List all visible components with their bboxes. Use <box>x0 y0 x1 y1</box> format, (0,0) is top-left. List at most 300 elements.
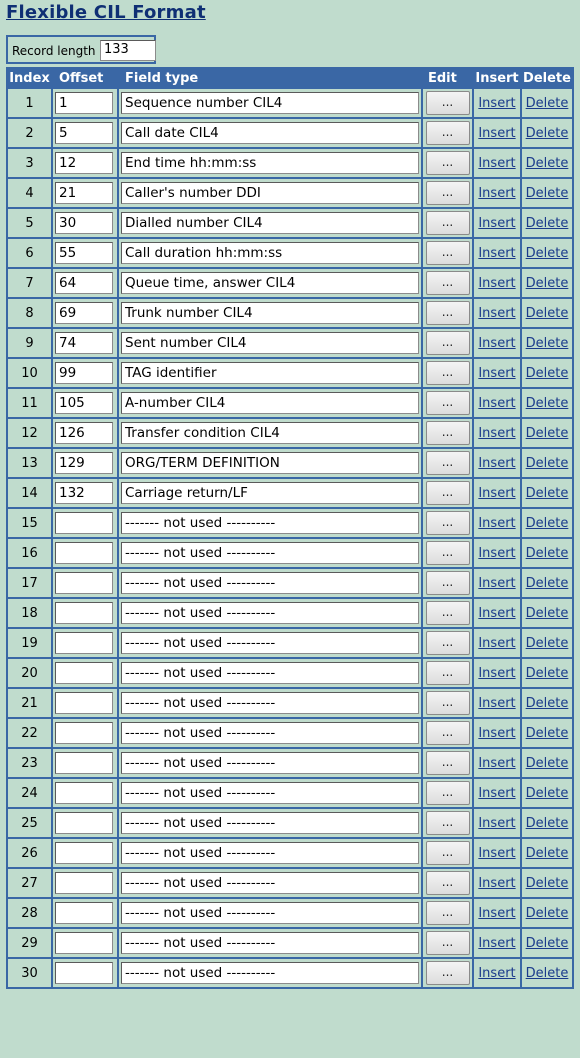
insert-cell <box>474 659 520 687</box>
offset-input[interactable] <box>55 512 113 534</box>
insert-link[interactable]: Insert <box>478 455 516 471</box>
table-row <box>8 479 572 507</box>
delete-link[interactable]: Delete <box>525 665 569 681</box>
edit-cell <box>423 569 472 597</box>
table-row <box>8 809 572 837</box>
offset-input[interactable] <box>55 662 113 684</box>
row-index: 12 <box>8 419 51 447</box>
offset-input[interactable] <box>55 872 113 894</box>
insert-cell <box>474 329 520 357</box>
edit-button[interactable]: ... <box>426 91 470 115</box>
delete-link[interactable]: Delete <box>525 875 569 891</box>
offset-input[interactable]: 74 <box>55 332 113 354</box>
field-type-cell <box>119 209 421 237</box>
offset-input[interactable] <box>55 962 113 984</box>
delete-cell <box>522 359 572 387</box>
field-type-cell <box>119 779 421 807</box>
offset-input[interactable] <box>55 632 113 654</box>
field-type-cell <box>119 389 421 417</box>
offset-cell <box>53 359 117 387</box>
field-type-cell <box>119 419 421 447</box>
offset-input[interactable] <box>55 812 113 834</box>
offset-input[interactable]: 129 <box>55 452 113 474</box>
offset-input[interactable] <box>55 932 113 954</box>
edit-button[interactable]: ... <box>426 811 470 835</box>
edit-cell <box>423 119 472 147</box>
table-row <box>8 119 572 147</box>
insert-link[interactable]: Insert <box>478 185 516 201</box>
row-index: 29 <box>8 929 51 957</box>
field-type-input[interactable]: Dialled number CIL4 <box>121 212 419 234</box>
row-index: 21 <box>8 689 51 717</box>
delete-link[interactable]: Delete <box>525 845 569 861</box>
offset-cell <box>53 599 117 627</box>
field-type-cell <box>119 959 421 987</box>
edit-cell <box>423 419 472 447</box>
delete-link[interactable]: Delete <box>525 125 569 141</box>
edit-cell <box>423 959 472 987</box>
offset-input[interactable]: 30 <box>55 212 113 234</box>
delete-cell <box>522 689 572 717</box>
delete-cell <box>522 929 572 957</box>
edit-button[interactable]: ... <box>426 541 470 565</box>
insert-cell <box>474 299 520 327</box>
insert-link[interactable]: Insert <box>478 485 516 501</box>
row-index: 18 <box>8 599 51 627</box>
offset-input[interactable] <box>55 842 113 864</box>
offset-input[interactable]: 1 <box>55 92 113 114</box>
edit-button[interactable]: ... <box>426 661 470 685</box>
edit-button[interactable]: ... <box>426 451 470 475</box>
row-index: 8 <box>8 299 51 327</box>
field-type-input[interactable]: ------- not used ---------- <box>121 512 419 534</box>
delete-link[interactable]: Delete <box>525 395 569 411</box>
insert-cell <box>474 359 520 387</box>
delete-cell <box>522 329 572 357</box>
offset-cell <box>53 449 117 477</box>
insert-link[interactable]: Insert <box>478 725 516 741</box>
table-body <box>8 89 572 987</box>
insert-cell <box>474 479 520 507</box>
row-index: 11 <box>8 389 51 417</box>
edit-button[interactable]: ... <box>426 691 470 715</box>
field-type-input[interactable]: ------- not used ---------- <box>121 632 419 654</box>
insert-cell <box>474 389 520 417</box>
delete-link[interactable]: Delete <box>525 905 569 921</box>
insert-link[interactable]: Insert <box>478 635 516 651</box>
field-type-input[interactable]: Sequence number CIL4 <box>121 92 419 114</box>
delete-link[interactable]: Delete <box>525 455 569 471</box>
field-type-cell <box>119 359 421 387</box>
table-row <box>8 89 572 117</box>
insert-link[interactable]: Insert <box>478 275 516 291</box>
row-index: 19 <box>8 629 51 657</box>
edit-button[interactable]: ... <box>426 301 470 325</box>
field-type-input[interactable]: TAG identifier <box>121 362 419 384</box>
insert-cell <box>474 449 520 477</box>
edit-button[interactable]: ... <box>426 601 470 625</box>
offset-input[interactable]: 132 <box>55 482 113 504</box>
offset-cell <box>53 659 117 687</box>
delete-link[interactable]: Delete <box>525 515 569 531</box>
offset-input[interactable] <box>55 902 113 924</box>
edit-cell <box>423 89 472 117</box>
field-type-input[interactable]: Queue time, answer CIL4 <box>121 272 419 294</box>
delete-link[interactable]: Delete <box>525 785 569 801</box>
edit-button[interactable]: ... <box>426 511 470 535</box>
offset-input[interactable] <box>55 752 113 774</box>
offset-input[interactable]: 12 <box>55 152 113 174</box>
delete-link[interactable]: Delete <box>525 755 569 771</box>
edit-button[interactable]: ... <box>426 751 470 775</box>
edit-button[interactable]: ... <box>426 271 470 295</box>
offset-input[interactable]: 105 <box>55 392 113 414</box>
row-index: 22 <box>8 719 51 747</box>
offset-cell <box>53 209 117 237</box>
edit-cell <box>423 779 472 807</box>
column-header-index: Index <box>9 70 50 86</box>
edit-button[interactable]: ... <box>426 631 470 655</box>
field-type-input[interactable]: ------- not used ---------- <box>121 902 419 924</box>
delete-cell <box>522 389 572 417</box>
offset-cell <box>53 149 117 177</box>
field-type-input[interactable]: ------- not used ---------- <box>121 692 419 714</box>
insert-cell <box>474 599 520 627</box>
field-type-cell <box>119 449 421 477</box>
field-type-input[interactable]: End time hh:mm:ss <box>121 152 419 174</box>
delete-link[interactable]: Delete <box>525 635 569 651</box>
edit-button[interactable]: ... <box>426 241 470 265</box>
edit-cell <box>423 359 472 387</box>
delete-cell <box>522 899 572 927</box>
delete-link[interactable]: Delete <box>525 215 569 231</box>
delete-link[interactable]: Delete <box>525 545 569 561</box>
field-type-input[interactable]: Call date CIL4 <box>121 122 419 144</box>
field-type-input[interactable]: ------- not used ---------- <box>121 722 419 744</box>
offset-input[interactable]: 5 <box>55 122 113 144</box>
offset-cell <box>53 509 117 537</box>
delete-link[interactable]: Delete <box>525 185 569 201</box>
insert-link[interactable]: Insert <box>478 755 516 771</box>
edit-cell <box>423 329 472 357</box>
insert-cell <box>474 629 520 657</box>
delete-cell <box>522 839 572 867</box>
edit-cell <box>423 899 472 927</box>
offset-input[interactable] <box>55 602 113 624</box>
field-type-cell <box>119 119 421 147</box>
delete-cell <box>522 89 572 117</box>
insert-link[interactable]: Insert <box>478 875 516 891</box>
field-type-input[interactable]: ------- not used ---------- <box>121 542 419 564</box>
edit-cell <box>423 269 472 297</box>
insert-link[interactable]: Insert <box>478 335 516 351</box>
table-row <box>8 269 572 297</box>
field-type-input[interactable]: Call duration hh:mm:ss <box>121 242 419 264</box>
field-type-input[interactable]: Transfer condition CIL4 <box>121 422 419 444</box>
offset-input[interactable]: 99 <box>55 362 113 384</box>
insert-link[interactable]: Insert <box>478 665 516 681</box>
insert-link[interactable]: Insert <box>478 935 516 951</box>
table-row <box>8 629 572 657</box>
field-type-input[interactable]: ------- not used ---------- <box>121 752 419 774</box>
delete-link[interactable]: Delete <box>525 95 569 111</box>
offset-input[interactable] <box>55 542 113 564</box>
insert-link[interactable]: Insert <box>478 215 516 231</box>
field-table <box>6 67 574 989</box>
offset-input[interactable] <box>55 722 113 744</box>
field-type-input[interactable]: ------- not used ---------- <box>121 932 419 954</box>
offset-cell <box>53 389 117 417</box>
insert-cell <box>474 89 520 117</box>
edit-cell <box>423 209 472 237</box>
edit-button[interactable]: ... <box>426 931 470 955</box>
insert-cell <box>474 929 520 957</box>
insert-link[interactable]: Insert <box>478 605 516 621</box>
field-type-input[interactable]: Caller's number DDI <box>121 182 419 204</box>
field-type-input[interactable]: ------- not used ---------- <box>121 842 419 864</box>
offset-cell <box>53 179 117 207</box>
row-index: 27 <box>8 869 51 897</box>
offset-cell <box>53 329 117 357</box>
field-type-input[interactable]: ------- not used ---------- <box>121 872 419 894</box>
insert-link[interactable]: Insert <box>478 815 516 831</box>
field-type-input[interactable]: Trunk number CIL4 <box>121 302 419 324</box>
edit-button[interactable]: ... <box>426 841 470 865</box>
edit-button[interactable]: ... <box>426 901 470 925</box>
row-index: 1 <box>8 89 51 117</box>
delete-link[interactable]: Delete <box>525 275 569 291</box>
table-row <box>8 719 572 747</box>
delete-cell <box>522 209 572 237</box>
insert-link[interactable]: Insert <box>478 575 516 591</box>
edit-button[interactable]: ... <box>426 391 470 415</box>
delete-cell <box>522 959 572 987</box>
field-type-cell <box>119 749 421 777</box>
delete-link[interactable]: Delete <box>525 485 569 501</box>
insert-cell <box>474 269 520 297</box>
offset-cell <box>53 689 117 717</box>
field-type-cell <box>119 539 421 567</box>
field-type-cell <box>119 479 421 507</box>
field-type-input[interactable]: ------- not used ---------- <box>121 572 419 594</box>
offset-cell <box>53 779 117 807</box>
insert-link[interactable]: Insert <box>478 425 516 441</box>
edit-button[interactable]: ... <box>426 151 470 175</box>
edit-cell <box>423 149 472 177</box>
insert-link[interactable]: Insert <box>478 95 516 111</box>
insert-cell <box>474 719 520 747</box>
row-index: 28 <box>8 899 51 927</box>
offset-input[interactable] <box>55 782 113 804</box>
page-title: Flexible CIL Format <box>6 2 206 23</box>
edit-button[interactable]: ... <box>426 721 470 745</box>
table-row <box>8 509 572 537</box>
field-type-input[interactable]: ------- not used ---------- <box>121 962 419 984</box>
delete-cell <box>522 569 572 597</box>
offset-cell <box>53 749 117 777</box>
delete-link[interactable]: Delete <box>525 575 569 591</box>
field-type-input[interactable]: A-number CIL4 <box>121 392 419 414</box>
table-row <box>8 689 572 717</box>
delete-link[interactable]: Delete <box>525 965 569 981</box>
insert-cell <box>474 419 520 447</box>
insert-link[interactable]: Insert <box>478 845 516 861</box>
insert-cell <box>474 749 520 777</box>
delete-cell <box>522 749 572 777</box>
row-index: 25 <box>8 809 51 837</box>
table-row <box>8 299 572 327</box>
row-index: 23 <box>8 749 51 777</box>
edit-cell <box>423 869 472 897</box>
delete-cell <box>522 659 572 687</box>
row-index: 4 <box>8 179 51 207</box>
table-row <box>8 539 572 567</box>
field-type-cell <box>119 719 421 747</box>
delete-link[interactable]: Delete <box>525 605 569 621</box>
edit-cell <box>423 629 472 657</box>
edit-button[interactable]: ... <box>426 181 470 205</box>
offset-input[interactable]: 21 <box>55 182 113 204</box>
field-type-input[interactable]: ------- not used ---------- <box>121 602 419 624</box>
delete-link[interactable]: Delete <box>525 305 569 321</box>
row-index: 24 <box>8 779 51 807</box>
insert-cell <box>474 869 520 897</box>
row-index: 13 <box>8 449 51 477</box>
column-header-delete: Delete <box>523 70 571 86</box>
field-type-cell <box>119 269 421 297</box>
insert-link[interactable]: Insert <box>478 545 516 561</box>
offset-input[interactable]: 126 <box>55 422 113 444</box>
offset-cell <box>53 89 117 117</box>
edit-cell <box>423 239 472 267</box>
insert-cell <box>474 539 520 567</box>
edit-button[interactable]: ... <box>426 571 470 595</box>
insert-link[interactable]: Insert <box>478 245 516 261</box>
offset-input[interactable] <box>55 692 113 714</box>
offset-cell <box>53 119 117 147</box>
delete-cell <box>522 509 572 537</box>
field-type-cell <box>119 299 421 327</box>
table-row <box>8 869 572 897</box>
delete-cell <box>522 119 572 147</box>
delete-link[interactable]: Delete <box>525 155 569 171</box>
delete-link[interactable]: Delete <box>525 695 569 711</box>
delete-link[interactable]: Delete <box>525 335 569 351</box>
offset-cell <box>53 839 117 867</box>
insert-link[interactable]: Insert <box>478 365 516 381</box>
row-index: 26 <box>8 839 51 867</box>
offset-input[interactable]: 55 <box>55 242 113 264</box>
delete-link[interactable]: Delete <box>525 935 569 951</box>
offset-input[interactable]: 69 <box>55 302 113 324</box>
column-header-field-type: Field type <box>119 69 421 87</box>
insert-link[interactable]: Insert <box>478 125 516 141</box>
table-row <box>8 239 572 267</box>
delete-cell <box>522 449 572 477</box>
insert-link[interactable]: Insert <box>478 515 516 531</box>
row-index: 9 <box>8 329 51 357</box>
delete-link[interactable]: Delete <box>525 365 569 381</box>
field-type-cell <box>119 149 421 177</box>
insert-cell <box>474 809 520 837</box>
table-row <box>8 389 572 417</box>
edit-button[interactable]: ... <box>426 361 470 385</box>
offset-input[interactable]: 64 <box>55 272 113 294</box>
offset-cell <box>53 719 117 747</box>
edit-cell <box>423 449 472 477</box>
column-header-offset: Offset <box>53 69 117 87</box>
edit-button[interactable]: ... <box>426 871 470 895</box>
table-row <box>8 449 572 477</box>
edit-cell <box>423 929 472 957</box>
insert-cell <box>474 179 520 207</box>
edit-button[interactable]: ... <box>426 961 470 985</box>
field-type-input[interactable]: Sent number CIL4 <box>121 332 419 354</box>
delete-cell <box>522 419 572 447</box>
edit-cell <box>423 839 472 867</box>
offset-cell <box>53 539 117 567</box>
insert-link[interactable]: Insert <box>478 905 516 921</box>
row-index: 16 <box>8 539 51 567</box>
offset-cell <box>53 959 117 987</box>
field-type-cell <box>119 809 421 837</box>
insert-link[interactable]: Insert <box>478 965 516 981</box>
insert-cell <box>474 239 520 267</box>
column-header-edit: Edit <box>423 69 472 87</box>
insert-link[interactable]: Insert <box>478 695 516 711</box>
table-row <box>8 419 572 447</box>
delete-link[interactable]: Delete <box>525 245 569 261</box>
field-type-cell <box>119 599 421 627</box>
edit-cell <box>423 389 472 417</box>
offset-cell <box>53 569 117 597</box>
field-type-input[interactable]: ORG/TERM DEFINITION <box>121 452 419 474</box>
insert-link[interactable]: Insert <box>478 155 516 171</box>
field-type-input[interactable]: ------- not used ---------- <box>121 812 419 834</box>
record-length-input[interactable]: 133 <box>100 40 156 61</box>
delete-link[interactable]: Delete <box>525 425 569 441</box>
offset-input[interactable] <box>55 572 113 594</box>
field-type-cell <box>119 689 421 717</box>
table-row <box>8 779 572 807</box>
edit-button[interactable]: ... <box>426 781 470 805</box>
edit-button[interactable]: ... <box>426 121 470 145</box>
offset-cell <box>53 629 117 657</box>
edit-button[interactable]: ... <box>426 421 470 445</box>
field-type-input[interactable]: Carriage return/LF <box>121 482 419 504</box>
edit-cell <box>423 539 472 567</box>
edit-button[interactable]: ... <box>426 331 470 355</box>
insert-link[interactable]: Insert <box>478 305 516 321</box>
delete-cell <box>522 809 572 837</box>
row-index: 30 <box>8 959 51 987</box>
insert-cell <box>474 209 520 237</box>
table-header-row <box>8 69 572 87</box>
insert-link[interactable]: Insert <box>478 785 516 801</box>
row-index: 5 <box>8 209 51 237</box>
field-type-input[interactable]: ------- not used ---------- <box>121 662 419 684</box>
edit-button[interactable]: ... <box>426 481 470 505</box>
table-row <box>8 839 572 867</box>
edit-button[interactable]: ... <box>426 211 470 235</box>
delete-link[interactable]: Delete <box>525 815 569 831</box>
delete-cell <box>522 719 572 747</box>
delete-link[interactable]: Delete <box>525 725 569 741</box>
insert-link[interactable]: Insert <box>478 395 516 411</box>
delete-cell <box>522 779 572 807</box>
delete-cell <box>522 599 572 627</box>
field-type-input[interactable]: ------- not used ---------- <box>121 782 419 804</box>
